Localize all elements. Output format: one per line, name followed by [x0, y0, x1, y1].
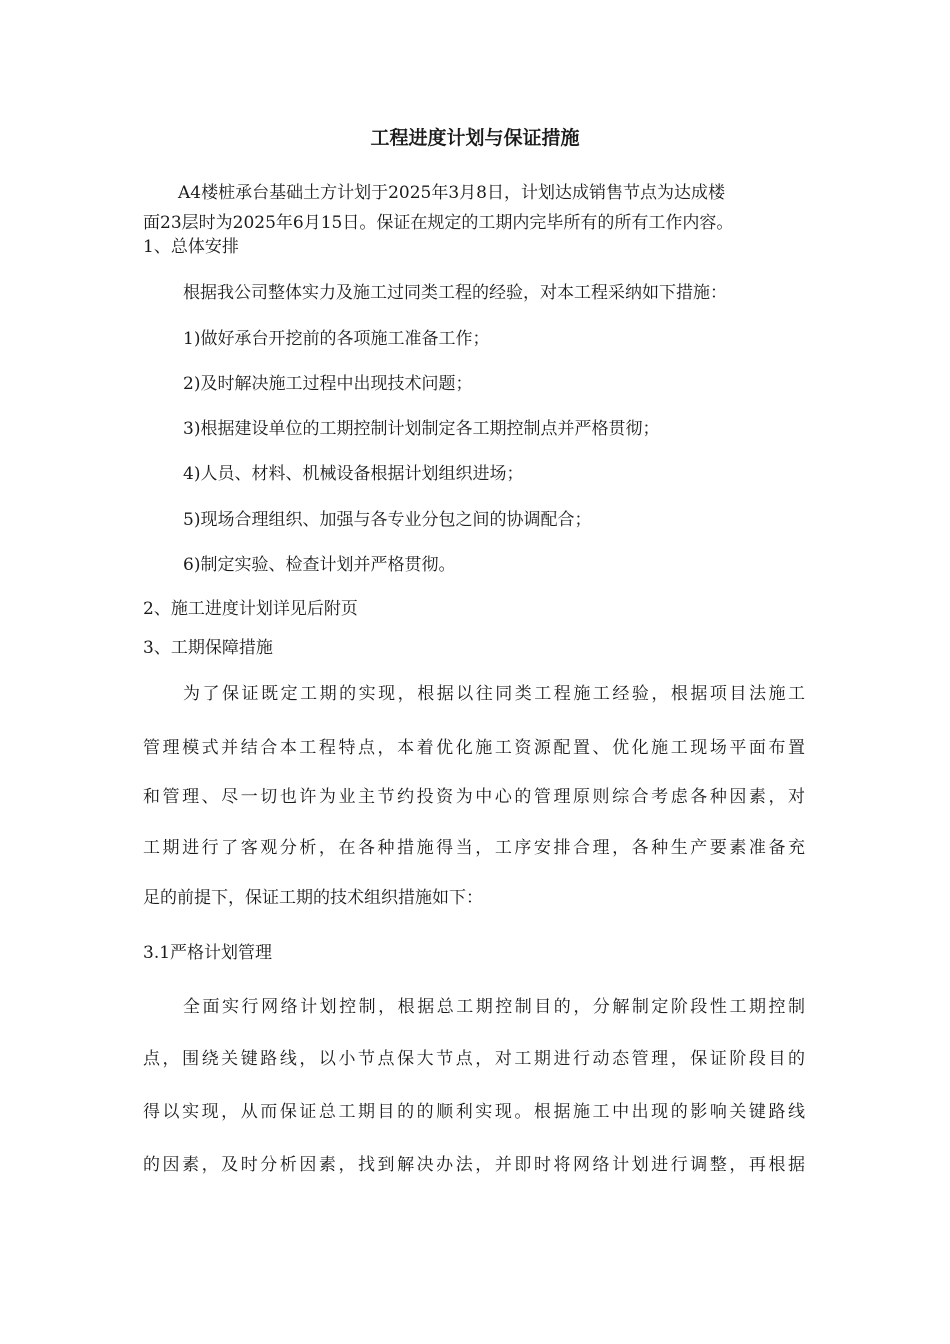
subsection-heading: 3.1严格计划管理: [143, 943, 273, 963]
paragraph-line: 管理模式并结合本工程特点，本着优化施工资源配置、优化施工现场平面布置: [143, 738, 805, 758]
paragraph-line: 工期进行了客观分析，在各种措施得当，工序安排合理，各种生产要素准备充: [143, 838, 805, 858]
paragraph-line: 足的前提下，保证工期的技术组织措施如下：: [143, 888, 483, 908]
document-title: 工程进度计划与保证措施: [370, 127, 580, 149]
list-item: 3)根据建设单位的工期控制计划制定各工期控制点并严格贯彻；: [183, 419, 660, 439]
list-item: 1)做好承台开挖前的各项施工准备工作；: [183, 329, 490, 349]
paragraph-line: 得以实现，从而保证总工期目的的顺利实现。根据施工中出现的影响关键路线: [143, 1102, 805, 1122]
paragraph-line: 的因素，及时分析因素，找到解决办法，并即时将网络计划进行调整，再根据: [143, 1155, 805, 1175]
list-item: 4)人员、材料、机械设备根据计划组织进场；: [183, 464, 524, 484]
paragraph-line: 和管理、尽一切也许为业主节约投资为中心的管理原则综合考虑各种因素，对: [143, 787, 805, 807]
list-item: 6)制定实验、检查计划并严格贯彻。: [183, 555, 456, 575]
paragraph-line: 全面实行网络计划控制，根据总工期控制目的，分解制定阶段性工期控制: [183, 997, 805, 1017]
section-heading: 1、总体安排: [143, 237, 239, 257]
section-lead: 根据我公司整体实力及施工过同类工程的经验，对本工程采纳如下措施：: [183, 283, 727, 303]
paragraph-line: 为了保证既定工期的实现，根据以往同类工程施工经验，根据项目法施工: [183, 684, 805, 704]
section-heading: 2、施工进度计划详见后附页: [143, 599, 358, 619]
list-item: 2)及时解决施工过程中出现技术问题；: [183, 374, 473, 394]
list-item: 5)现场合理组织、加强与各专业分包之间的协调配合；: [183, 510, 592, 530]
intro-line: A4楼桩承台基础土方计划于2025年3月8日，计划达成销售节点为达成楼: [178, 183, 725, 203]
section-heading: 3、工期保障措施: [143, 638, 273, 658]
intro-line: 面23层时为2025年6月15日。保证在规定的工期内完毕所有的所有工作内容。: [143, 213, 734, 233]
paragraph-line: 点，围绕关键路线，以小节点保大节点，对工期进行动态管理，保证阶段目的: [143, 1049, 805, 1069]
